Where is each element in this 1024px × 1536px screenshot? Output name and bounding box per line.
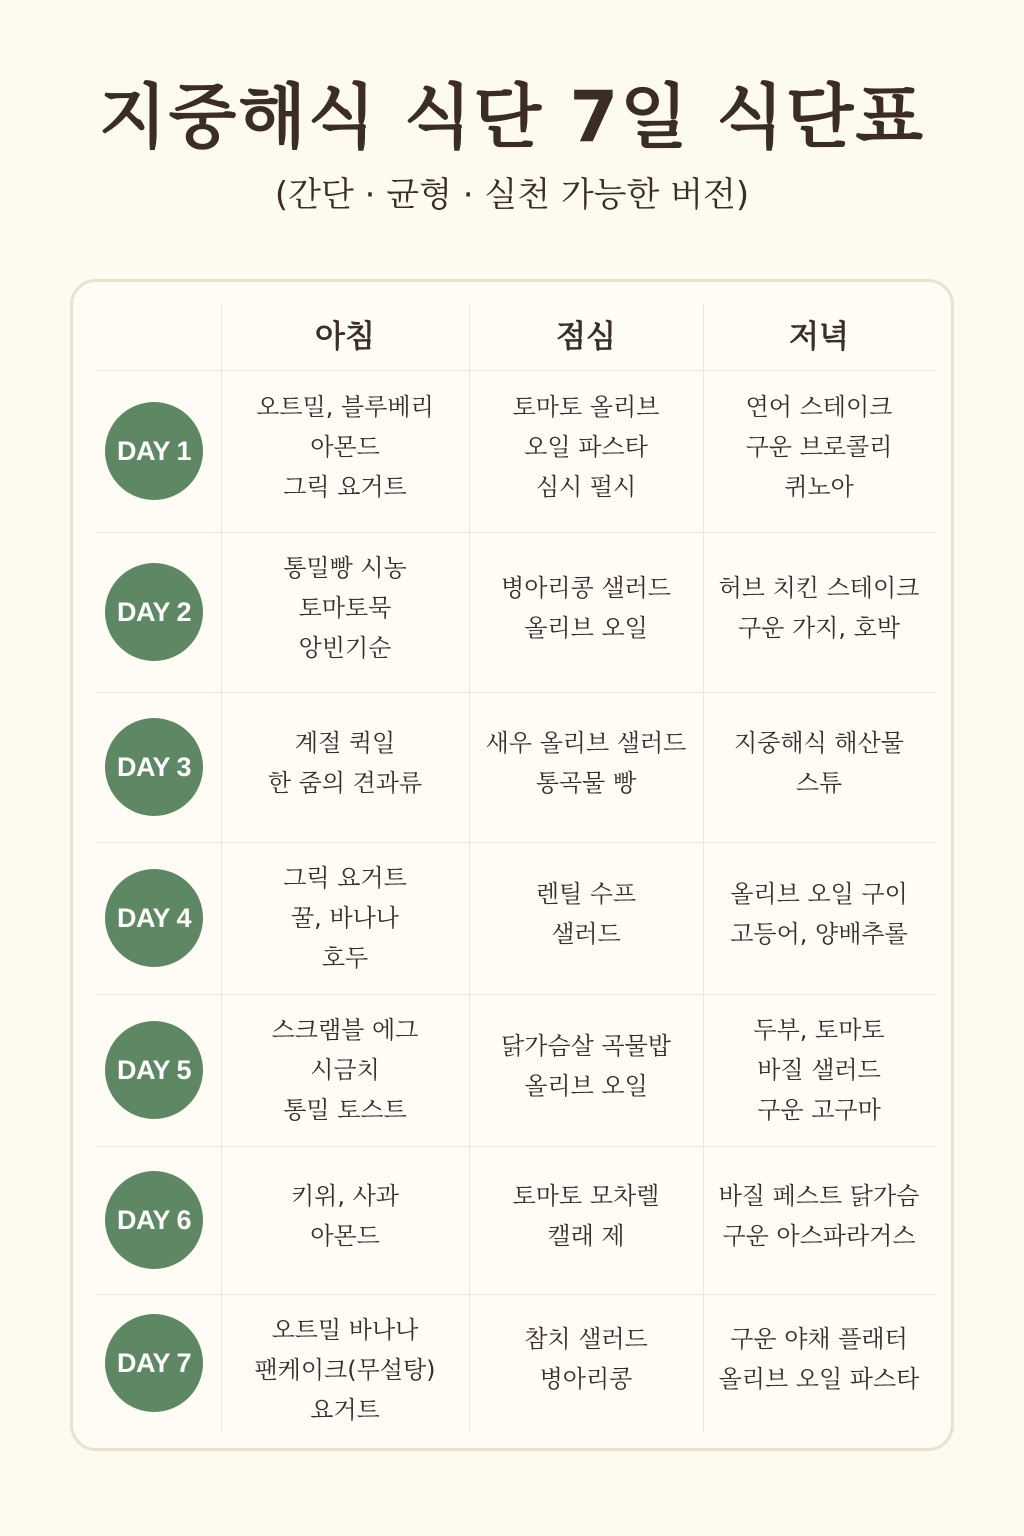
meal-item: 허브 치킨 스테이크	[718, 574, 920, 602]
meal-item: 팬케이크(무설탕)	[254, 1356, 436, 1384]
meal-item: 통곡물 빵	[535, 769, 637, 797]
meal-item: 계절 퀵일	[294, 729, 396, 757]
page-title: 지중해식 식단 7일 식단표	[98, 76, 926, 158]
meal-item: 구운 고구마	[757, 1096, 881, 1124]
table-row	[95, 994, 935, 1146]
meal-item: 토마토 올리브	[512, 393, 660, 421]
meal-cell-dinner	[703, 568, 935, 648]
day-badge: DAY 6	[105, 1171, 203, 1269]
day-badge: DAY 1	[105, 402, 203, 500]
meal-cell-breakfast	[221, 1176, 469, 1256]
meal-item: 오트밀 바나나	[271, 1316, 419, 1344]
table-row	[95, 370, 935, 532]
meal-item: 샐러드	[551, 920, 621, 948]
meal-cell-dinner	[703, 874, 935, 954]
meal-cell-lunch	[469, 1319, 703, 1399]
meal-item: 바질 샐러드	[757, 1056, 881, 1084]
meal-item: 아몬드	[310, 433, 380, 461]
meal-item: 스크램블 에그	[271, 1016, 419, 1044]
meal-item: 통밀빵 시농	[283, 554, 407, 582]
meal-item: 올리브 오일	[524, 1072, 648, 1100]
day-badge: DAY 7	[105, 1314, 203, 1412]
meal-item: 퀴노아	[784, 473, 854, 501]
table-row	[95, 1146, 935, 1294]
meal-item: 새우 올리브 샐러드	[485, 729, 687, 757]
meal-plan-table	[70, 279, 954, 1451]
meal-cell-dinner	[703, 1176, 935, 1256]
meal-item: 구운 아스파라거스	[722, 1222, 916, 1250]
meal-cell-breakfast	[221, 548, 469, 668]
meal-item: 아몬드	[310, 1222, 380, 1250]
meal-item: 한 줌의 견과류	[267, 769, 423, 797]
meal-item: 두부, 토마토	[753, 1016, 885, 1044]
meal-item: 키위, 사과	[291, 1182, 399, 1210]
meal-item: 토마토묵	[298, 594, 392, 622]
day-badge: DAY 4	[105, 869, 203, 967]
meal-cell-lunch	[469, 1176, 703, 1256]
day-badge: DAY 5	[105, 1021, 203, 1119]
meal-cell-dinner	[703, 1010, 935, 1130]
meal-item: 오트밀, 블루베리	[256, 393, 434, 421]
table-row	[95, 1294, 935, 1432]
meal-item: 오일 파스타	[524, 433, 648, 461]
table-row	[95, 842, 935, 994]
meal-cell-dinner	[703, 1319, 935, 1399]
meal-item: 올리브 오일 구이	[730, 880, 908, 908]
day-badge: DAY 3	[105, 718, 203, 816]
meal-cell-breakfast	[221, 723, 469, 803]
meal-cell-breakfast	[221, 387, 469, 507]
meal-item: 심시 펄시	[535, 473, 637, 501]
meal-item: 병아리콩 샐러드	[501, 574, 671, 602]
table-row	[95, 692, 935, 842]
page-subtitle: (간단 · 균형 · 실천 가능한 버전)	[274, 175, 750, 215]
meal-item: 그릭 요거트	[283, 473, 407, 501]
meal-cell-breakfast	[221, 858, 469, 978]
meal-item: 바질 페스트 닭가슴	[718, 1182, 920, 1210]
table-row	[95, 532, 935, 692]
meal-cell-lunch	[469, 387, 703, 507]
meal-cell-breakfast	[221, 1010, 469, 1130]
meal-cell-dinner	[703, 387, 935, 507]
meal-item: 병아리콩	[539, 1365, 633, 1393]
header-breakfast: 아침	[315, 319, 375, 355]
meal-item: 지중해식 해산물	[734, 729, 904, 757]
meal-item: 렌틸 수프	[535, 880, 637, 908]
meal-item: 닭가슴살 곡물밥	[501, 1032, 671, 1060]
meal-item: 캘래 제	[547, 1222, 625, 1250]
meal-item: 토마토 모차렐	[512, 1182, 660, 1210]
meal-item: 참치 샐러드	[524, 1325, 648, 1353]
meal-cell-lunch	[469, 568, 703, 648]
meal-item: 꿀, 바나나	[291, 904, 399, 932]
meal-item: 올리브 오일	[524, 614, 648, 642]
meal-item: 요거트	[310, 1396, 380, 1424]
meal-item: 그릭 요거트	[283, 864, 407, 892]
meal-item: 스튜	[795, 769, 843, 797]
meal-cell-breakfast	[221, 1310, 469, 1430]
header-dinner: 저녁	[789, 319, 849, 355]
header-lunch: 점심	[556, 319, 616, 355]
meal-cell-lunch	[469, 874, 703, 954]
meal-cell-lunch	[469, 1026, 703, 1106]
meal-item: 시금치	[310, 1056, 380, 1084]
meal-item: 고등어, 양배추롤	[730, 920, 908, 948]
meal-item: 호두	[321, 944, 369, 972]
meal-item: 구운 야채 플래터	[730, 1325, 908, 1353]
meal-item: 통밀 토스트	[283, 1096, 407, 1124]
meal-item: 구운 브로콜리	[745, 433, 893, 461]
day-badge: DAY 2	[105, 563, 203, 661]
meal-item: 구운 가지, 호박	[738, 614, 900, 642]
meal-item: 올리브 오일 파스타	[718, 1365, 920, 1393]
meal-cell-dinner	[703, 723, 935, 803]
meal-cell-lunch	[469, 723, 703, 803]
meal-item: 앙빈기순	[298, 634, 392, 662]
meal-item: 연어 스테이크	[745, 393, 893, 421]
